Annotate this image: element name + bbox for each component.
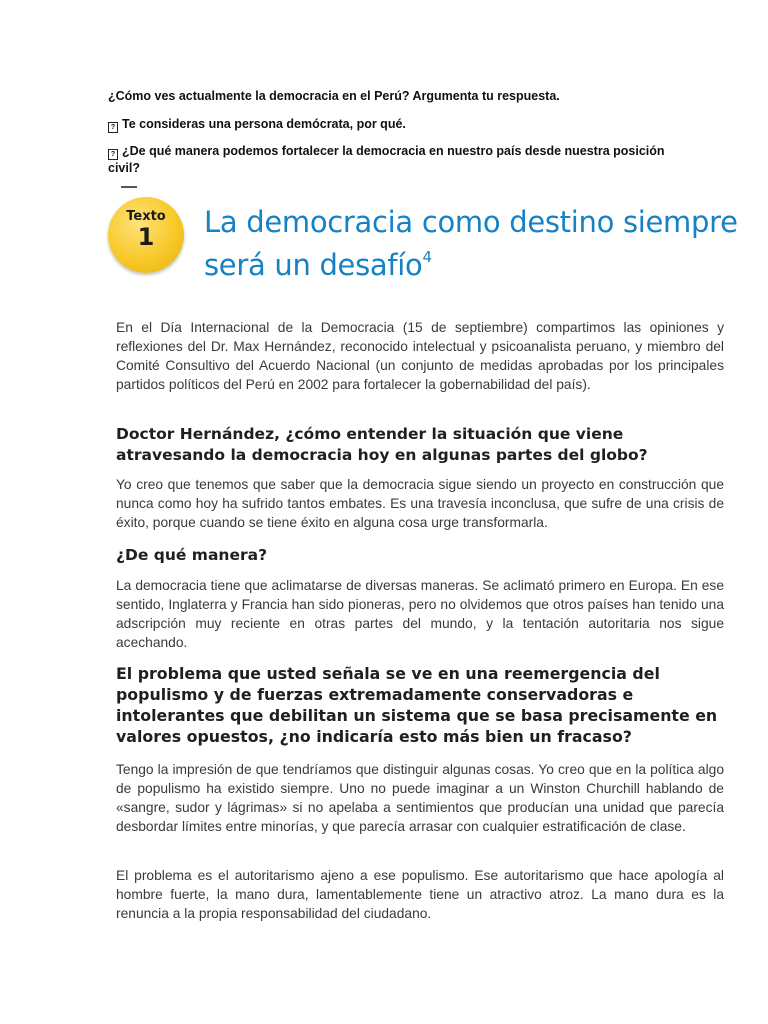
decorative-dash (121, 186, 137, 188)
interview-question-1: Doctor Hernández, ¿cómo entender la situación que viene atravesando la democracia hoy en algunas partes del globo? (116, 425, 648, 464)
question-2 (108, 116, 668, 133)
badge-number: 1 (137, 223, 155, 251)
checkbox-glyph-icon: ? (108, 122, 118, 133)
answer-paragraph-4: El problema es el autoritarismo ajeno a ese populismo. Ese autoritarismo que hace apología al hombre fuerte, la mano dura, lamentablemente tiene un atractivo atroz. La mano dura es la renuncia a la propia responsabilidad del ciudadano. (116, 868, 724, 921)
article-title-text: La democracia como destino siempre será un desafío (204, 205, 738, 282)
interview-question-3: El problema que usted señala se ve en una reemergencia del populismo y de fuerzas extremadamente conservadoras e intolerantes que debilitan un sistema que se basa precisamente en valores opuestos, ¿no indicaría esto más bien un fracaso? (116, 664, 718, 746)
title-footnote: 4 (422, 248, 432, 266)
question-2-text: Te consideras una persona demócrata, por qué. (122, 117, 406, 131)
question-3 (108, 143, 668, 176)
intro-paragraph: En el Día Internacional de la Democracia (15 de septiembre) compartimos las opiniones y reflexiones del Dr. Max Hernández, reconocido intelectual y psicoanalista peruano, y miembro del Comité Consultivo del Acuerdo Nacional (un conjunto de medidas aprobadas por los principales partidos políticos del Perú en 2002 para fortalecer la gobernabilidad del país). (116, 320, 724, 392)
checkbox-glyph-icon: ? (108, 149, 118, 160)
interview-question-2: ¿De qué manera? (116, 546, 268, 564)
text-number-badge (108, 197, 184, 273)
question-3-text: ¿De qué manera podemos fortalecer la democracia en nuestro país desde nuestra posición civil? (108, 144, 665, 175)
badge-label: Texto (126, 209, 166, 224)
question-1: ¿Cómo ves actualmente la democracia en el Perú? Argumenta tu respuesta. (108, 89, 560, 103)
answer-paragraph-1: Yo creo que tenemos que saber que la democracia sigue siendo un proyecto en construcción que nunca como hoy ha sufrido tantos embates. Es una travesía inconclusa, que sufre de una crisis de éxito, porque cuando se tiene éxito en alguna cosa urge transformarla. (116, 477, 724, 530)
article-title (204, 205, 744, 283)
answer-paragraph-3: Tengo la impresión de que tendríamos que distinguir algunas cosas. Yo creo que en la política algo de populismo ha existido siempre. Uno no puede imaginar a un Winston Churchill hablando de «sangre, sudor y lágrimas» si no apelaba a sentimientos que producían una unidad que parecía desbordar límites entre minorías, y que parecía arrasar con cualquier estratificación de clase. (116, 762, 724, 834)
answer-paragraph-2: La democracia tiene que aclimatarse de diversas maneras. Se aclimató primero en Europa. En ese sentido, Inglaterra y Francia han sido pioneras, pero no olvidemos que otros países han tenido una adscripción muy reciente en otras partes del mundo, y la tentación autoritaria nos sigue acechando. (116, 578, 724, 650)
